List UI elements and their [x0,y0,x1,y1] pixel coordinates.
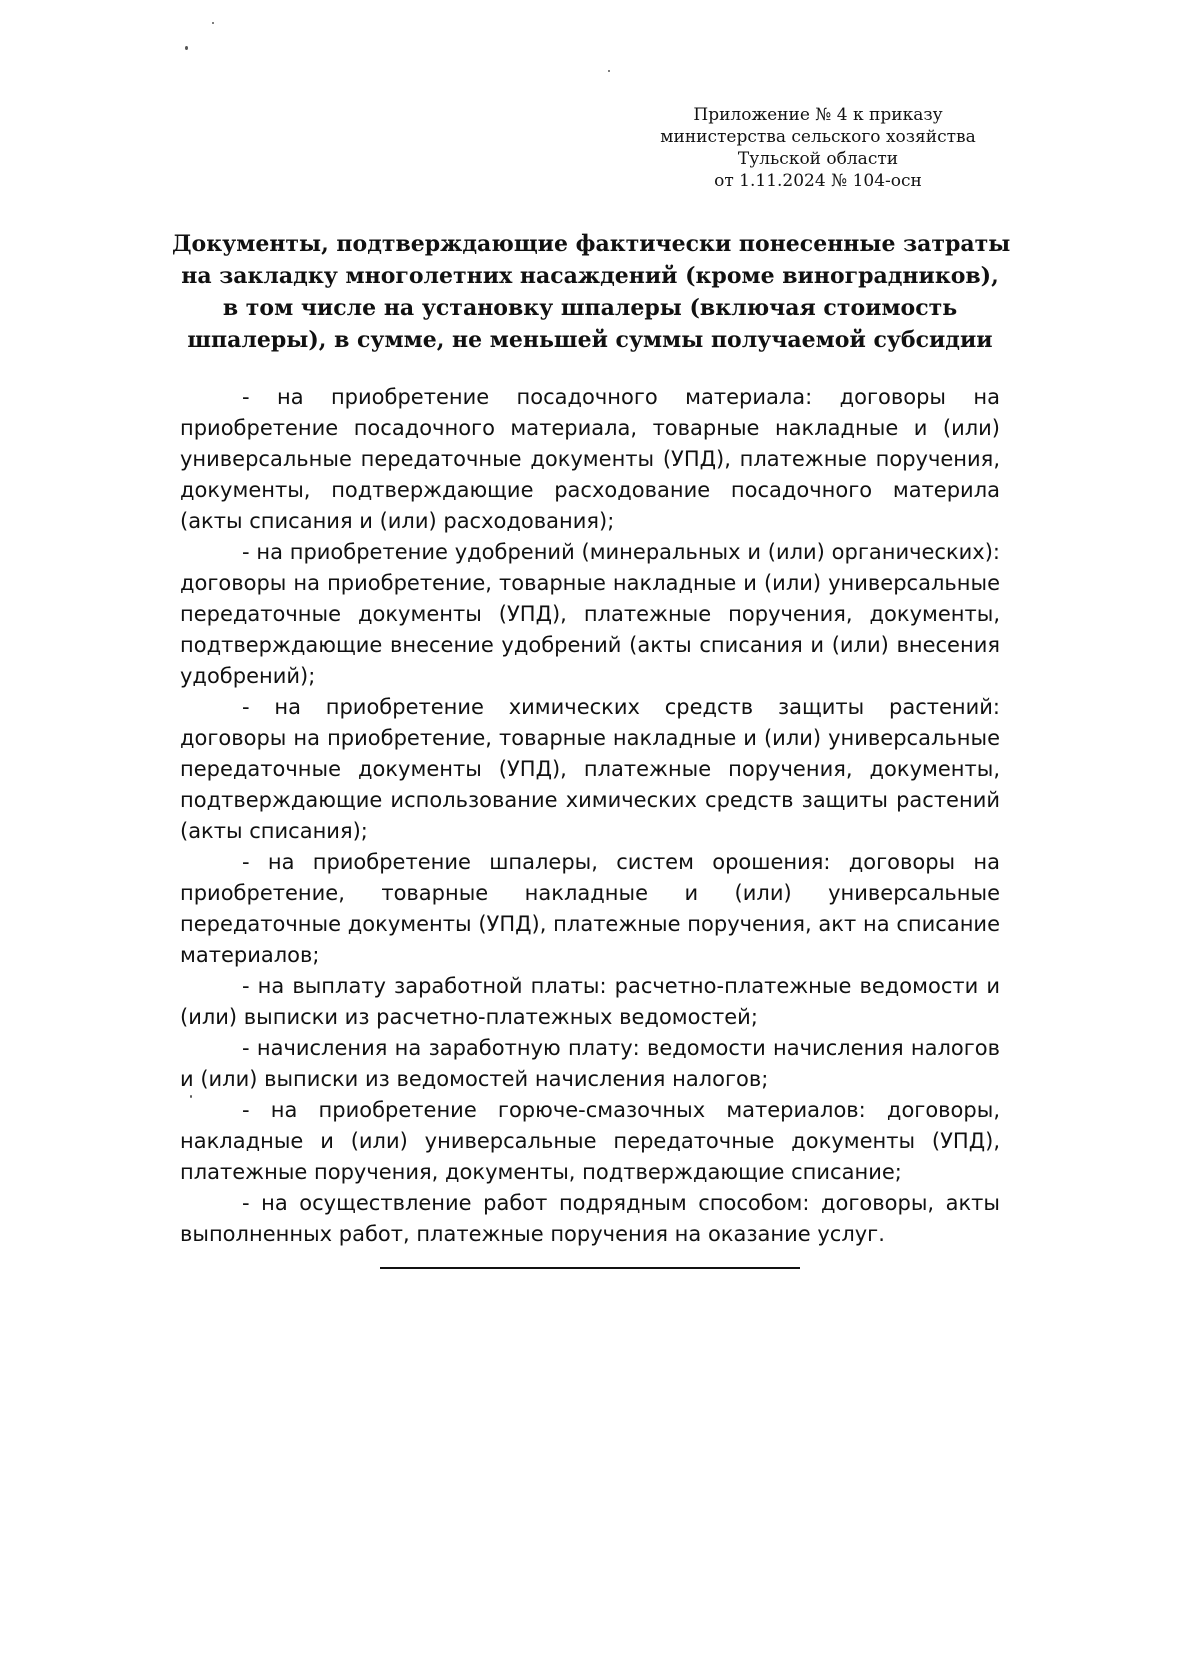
title-line: в том числе на установку шпалеры (включая стоимость [222,295,958,321]
appendix-line: Приложение № 4 к приказу [693,105,943,125]
list-item: - на приобретение посадочного материала: договоры на приобретение посадочного материала, товарные накладные и (или) универсальные передаточные документы (УПД), платежные поручения, документы, подтверждающие расходование посадочного материла (акты списания и (или) расходования); [180,385,1000,533]
list-item: - на осуществление работ подрядным способом: договоры, акты выполненных работ, платежные поручения на оказание услуг. [180,1191,1000,1246]
list-item: - на приобретение удобрений (минеральных и (или) органических): договоры на приобретение, товарные накладные и (или) универсальные передаточные документы (УПД), платежные поручения, документы, подтверждающие внесение удобрений (акты списания и (или) внесения удобрений); [180,540,1000,688]
closing-divider [380,1267,800,1269]
list-item: - на приобретение химических средств защиты растений: договоры на приобретение, товарные накладные и (или) универсальные передаточные документы (УПД), платежные поручения, документы, подтверждающие использование химических средств защиты растений (акты списания); [180,695,1000,843]
document-title [172,228,1011,356]
appendix-header [638,104,998,192]
list-item: - на приобретение шпалеры, систем орошения: договоры на приобретение, товарные накладные и (или) универсальные передаточные документы (УПД), платежные поручения, акт на списание материалов; [180,850,1000,967]
list-item: - на приобретение горюче-смазочных материалов: договоры, накладные и (или) универсальные передаточные документы (УПД), платежные поручения, документы, подтверждающие списание; [180,1098,1000,1184]
title-line: Документы, подтверждающие фактически понесенные затраты [172,231,1011,257]
scan-speck [185,46,188,50]
appendix-line: Тульской области [737,149,899,169]
title-line: на закладку многолетних насаждений (кроме виноградников), [181,263,999,289]
appendix-line: от 1.11.2024 № 104-осн [714,171,922,191]
list-item: - на выплату заработной платы: расчетно-платежные ведомости и (или) выписки из расчетно-платежных ведомостей; [180,974,1000,1029]
scan-speck [212,22,214,24]
list-item: - начисления на заработную плату: ведомости начисления налогов и (или) выписки из ведомостей начисления налогов; [180,1036,1000,1091]
appendix-line: министерства сельского хозяйства [660,127,976,147]
document-body [180,382,1000,1250]
scan-speck [608,70,610,72]
title-line: шпалеры), в сумме, не меньшей суммы получаемой субсидии [187,327,993,353]
